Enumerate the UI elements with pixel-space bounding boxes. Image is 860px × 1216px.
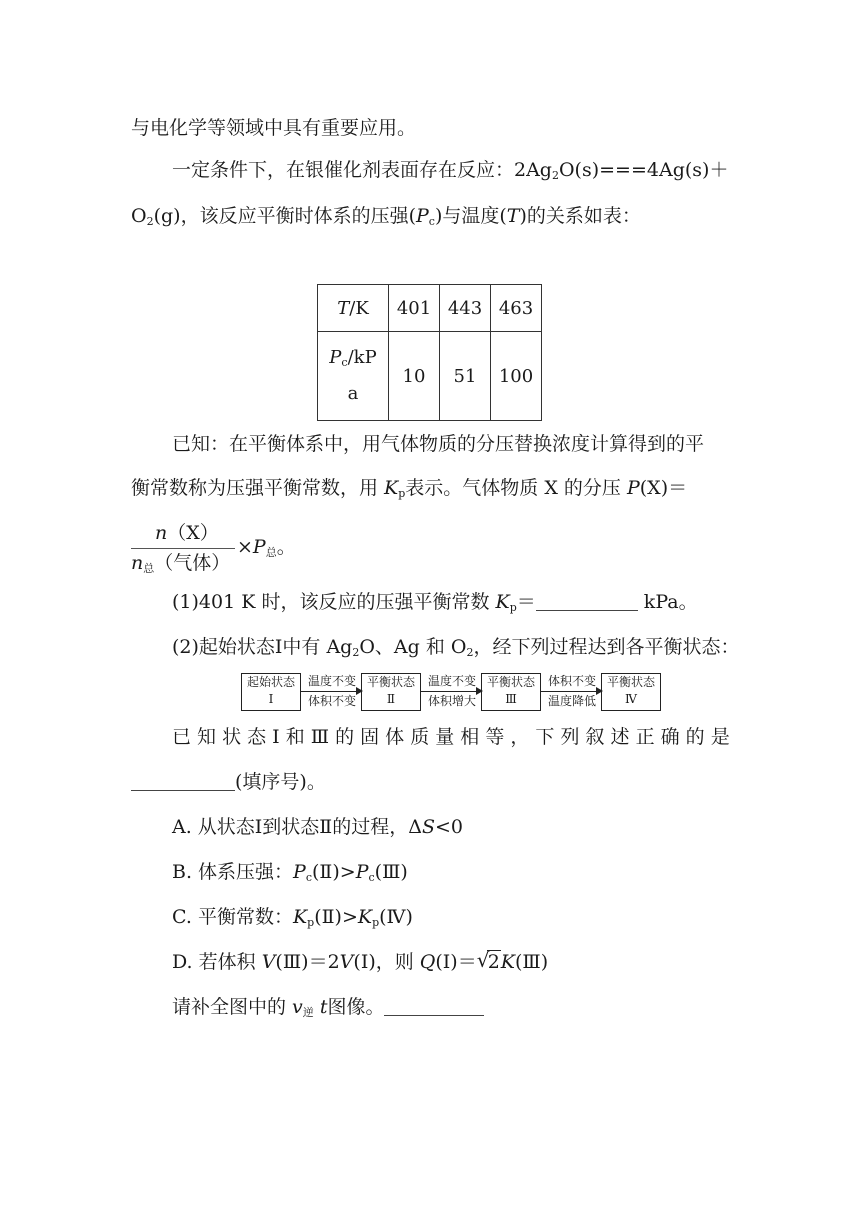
- intro-tail-text: 与电化学等领域中具有重要应用。: [131, 117, 417, 139]
- table-cell: 463: [491, 285, 542, 332]
- pressure-temperature-table: [317, 284, 542, 421]
- intro-tail-line: [131, 114, 416, 142]
- reaction-equals-arrow: ===: [599, 159, 647, 181]
- table-row: [318, 285, 542, 332]
- table-header-cell: $P_c/kP$ a: [318, 332, 389, 421]
- reaction-text-l2d: )的关系如表：: [519, 205, 641, 227]
- reaction-text-a: 一定条件下，在银催化剂表面存在反应：2Ag: [172, 159, 552, 181]
- square-root: √ 2: [476, 948, 500, 973]
- subscript-2: 2: [551, 169, 559, 182]
- option-b: B. 体系压强：$P_c(Ⅱ)>P_c(Ⅲ)$: [172, 861, 408, 884]
- reaction-text-b: O(s): [558, 159, 600, 181]
- last-question-line: 请补全图中的 $v_逆$ t图像。: [172, 993, 484, 1021]
- state-box-iv: 平衡状态 Ⅳ: [601, 673, 661, 711]
- reaction-text-l2b: (g)，该反应平衡时体系的压强(: [153, 205, 416, 227]
- known-line-2: 衡常数称为压强平衡常数，用 $K_p$表示。气体物质 X 的分压 P(X)＝: [131, 477, 688, 500]
- table-cell: 401: [389, 285, 440, 332]
- flow-arrow: 温度不变 体积不变: [301, 673, 363, 711]
- table-cell: 100: [491, 332, 542, 421]
- option-d: D. 若体积 V(Ⅲ)＝2V(Ⅰ)，则 Q(Ⅰ)＝ √ 2K(Ⅲ): [172, 948, 548, 976]
- k-symbol: K: [384, 477, 399, 499]
- fraction-denominator: $n_总$（气体）: [131, 552, 231, 575]
- process-flow-diagram: [241, 673, 661, 711]
- answer-blank-1[interactable]: [536, 590, 638, 611]
- known-line-1: [172, 430, 704, 458]
- table-row: [318, 332, 542, 421]
- pressure-symbol: P: [626, 477, 640, 499]
- reaction-text-c: 4Ag(s)＋: [646, 159, 729, 181]
- subscript-p: p: [398, 487, 406, 500]
- answer-blank-2[interactable]: [131, 770, 235, 791]
- temperature-symbol: T: [506, 205, 520, 227]
- table-header-cell: T/K: [318, 285, 389, 332]
- fraction-bar: [131, 548, 235, 549]
- flow-arrow: 体积不变 温度降低: [541, 673, 603, 711]
- known-text-1: 已知：在平衡体系中，用气体物质的分压替换浓度计算得到的平: [172, 433, 705, 455]
- pressure-symbol: P: [415, 205, 429, 227]
- table-cell: 10: [389, 332, 440, 421]
- answer-blank-3[interactable]: [384, 997, 484, 1016]
- reaction-text-l2c: )与温度(: [434, 205, 507, 227]
- option-a: A. 从状态Ⅰ到状态Ⅱ的过程，ΔS<0: [172, 816, 463, 838]
- fraction-numerator: n（X）: [155, 522, 219, 544]
- fraction-tail: $\times P_总$。: [237, 536, 296, 559]
- option-c: C. 平衡常数：$K_p(Ⅱ)>K_p(Ⅳ)$: [172, 906, 413, 929]
- state-box-iii: 平衡状态 Ⅲ: [481, 673, 541, 711]
- subscript-c: c: [428, 215, 435, 228]
- subscript-2: 2: [146, 215, 154, 228]
- state-box-ii: 平衡状态 Ⅱ: [361, 673, 421, 711]
- flow-arrow: 温度不变 体积增大: [421, 673, 483, 711]
- oxygen-symbol: O: [131, 205, 147, 227]
- k-symbol: K: [495, 591, 510, 613]
- question-2-line: (2)起始状态Ⅰ中有 $Ag_2O$、Ag 和 $O_2$，经下列过程达到各平衡状态：: [172, 636, 740, 659]
- question-1-line: (1)401 K 时，该反应的压强平衡常数 $K_p=$ kPa。: [172, 591, 698, 614]
- question-2-stem-line-2: (填序号)。: [131, 768, 326, 796]
- reaction-line-1: [172, 156, 728, 184]
- reaction-line-2: [131, 202, 641, 230]
- state-box-initial: 起始状态 Ⅰ: [241, 673, 301, 711]
- table-cell: 443: [440, 285, 491, 332]
- question-2-stem-line-1: 已 知 状 态 Ⅰ 和 Ⅲ 的 固 体 质 量 相 等 ， 下 列 叙 述 正 确 的 是: [172, 726, 730, 748]
- table-cell: 51: [440, 332, 491, 421]
